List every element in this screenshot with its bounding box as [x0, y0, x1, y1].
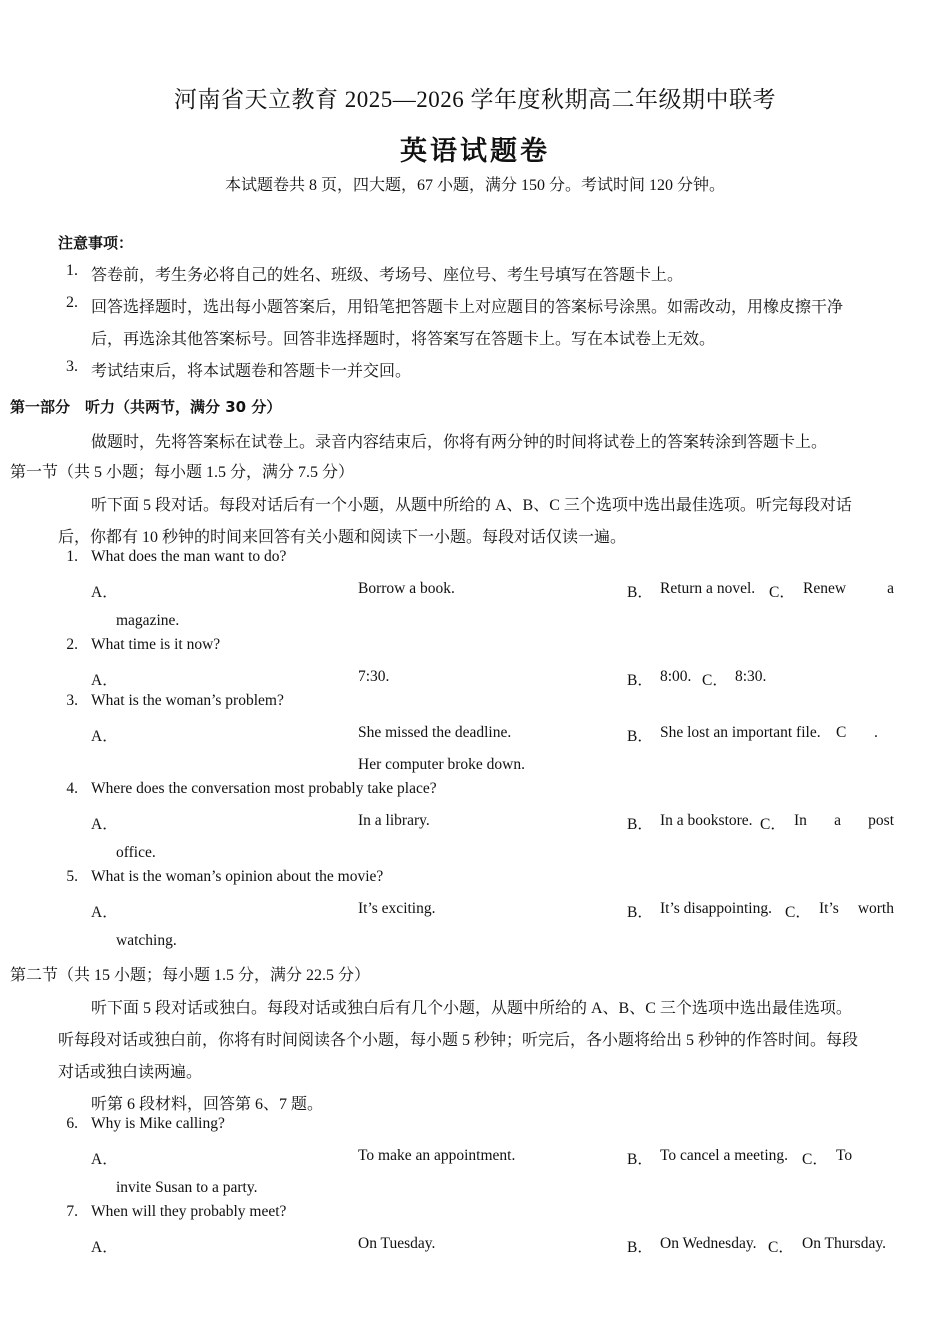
option-c-label: C． [768, 1239, 794, 1256]
option-b-text: To cancel a meeting. [660, 1147, 789, 1164]
option-c-text-cont: office. [116, 844, 156, 861]
option-c-text: In a post [794, 812, 894, 829]
notice-item-text: 回答选择题时，选出每小题答案后，用铅笔把答题卡上对应题目的答案标号涂黑。如需改动，用橡皮擦干净 [91, 299, 844, 316]
question-number: 2. [66, 636, 78, 653]
exam-subtitle: 英语试题卷 [400, 136, 550, 167]
option-c-text-cont: watching. [116, 932, 177, 949]
option-b-label: B． [627, 904, 653, 921]
option-b-label: B． [627, 1239, 653, 1256]
option-b-text: Return a novel. [660, 580, 756, 597]
option-b-text: In a bookstore. [660, 812, 753, 829]
question-number: 7. [66, 1203, 78, 1220]
option-a-text: It’s exciting. [358, 900, 436, 917]
option-c-label: C． [785, 904, 811, 921]
option-a-text: She missed the deadline. [358, 724, 512, 741]
notice-item-text: 答卷前，考生务必将自己的姓名、班级、考场号、座位号、考生号填写在答题卡上。 [91, 267, 684, 284]
option-b-label: B． [627, 816, 653, 833]
question-stem: What is the woman’s problem? [91, 692, 284, 709]
exam-info: 本试题卷共 8 页，四大题，67 小题，满分 150 分。考试时间 120 分钟。 [224, 177, 725, 194]
question-number: 1. [66, 548, 78, 565]
option-b-text: On Wednesday. [660, 1235, 757, 1252]
section1-instruction: 听下面 5 段对话。每段对话后有一个小题，从题中所给的 A、B、C 三个选项中选出最佳选项。听完每段对话 [91, 497, 852, 514]
option-c-text: 8:30. [735, 668, 767, 685]
question-number: 3. [66, 692, 78, 709]
question-stem: Where does the conversation most probably take place? [91, 780, 437, 797]
part1-heading: 第一部分 听力（共两节，满分 30 分） [10, 398, 282, 416]
option-a-label: A． [91, 672, 118, 689]
section2-instruction: 对话或独白读两遍。 [58, 1064, 203, 1081]
option-c-text-cont: Her computer broke down. [358, 756, 526, 773]
notice-heading: 注意事项： [58, 234, 134, 252]
option-b-label: B． [627, 728, 653, 745]
question-number: 4. [66, 780, 78, 797]
section2-heading: 第二节（共 15 小题；每小题 1.5 分，满分 22.5 分） [10, 967, 371, 984]
option-a-text: To make an appointment. [358, 1147, 516, 1164]
option-a-label: A． [91, 728, 118, 745]
section1-heading: 第一节（共 5 小题；每小题 1.5 分，满分 7.5 分） [10, 464, 355, 481]
option-a-text: 7:30. [358, 668, 390, 685]
option-c-label: C． [702, 672, 728, 689]
question-stem: What does the man want to do? [91, 548, 287, 565]
notice-item-number: 1. [66, 262, 78, 279]
option-a-text: On Tuesday. [358, 1235, 436, 1252]
option-c-text: Renew a [803, 580, 894, 597]
option-c-text-cont: invite Susan to a party. [116, 1179, 258, 1196]
option-a-label: A． [91, 1151, 118, 1168]
option-a-label: A． [91, 1239, 118, 1256]
option-c-label: C． [769, 584, 795, 601]
part1-instruction: 做题时，先将答案标在试卷上。录音内容结束后，你将有两分钟的时间将试卷上的答案转涂到答题卡上。 [91, 434, 828, 451]
section2-instruction: 听每段对话或独白前，你将有时间阅读各个小题，每小题 5 秒钟；听完后，各小题将给出 5 秒钟的作答时间。每段 [58, 1032, 859, 1049]
notice-item-text-cont: 后，再选涂其他答案标号。回答非选择题时，将答案写在答题卡上。写在本试卷上无效。 [91, 331, 716, 348]
question-stem: When will they probably meet? [91, 1203, 287, 1220]
section2-sub-instruction: 听第 6 段材料，回答第 6、7 题。 [91, 1096, 324, 1113]
option-c-label: C [836, 724, 847, 741]
option-b-label: B． [627, 584, 653, 601]
option-c-label: C． [802, 1151, 828, 1168]
option-b-text: She lost an important file. [660, 724, 821, 741]
option-c-text: To [836, 1147, 853, 1164]
option-a-text: In a library. [358, 812, 430, 829]
section1-instruction: 后，你都有 10 秒钟的时间来回答有关小题和阅读下一小题。每段对话仅读一遍。 [58, 529, 627, 546]
option-a-label: A． [91, 816, 118, 833]
exam-title: 河南省天立教育 2025—2026 学年度秋期高二年级期中联考 [174, 87, 776, 112]
question-number: 5. [66, 868, 78, 885]
question-stem: What is the woman’s opinion about the movie? [91, 868, 384, 885]
section2-instruction: 听下面 5 段对话或独白。每段对话或独白后有几个小题，从题中所给的 A、B、C 三个选项中选出最佳选项。 [91, 1000, 852, 1017]
option-c-text: It’s worth [819, 900, 894, 917]
option-a-label: A． [91, 904, 118, 921]
notice-item-number: 3. [66, 358, 78, 375]
option-c-label: C． [760, 816, 786, 833]
option-c-text: On Thursday. [802, 1235, 886, 1252]
option-a-text: Borrow a book. [358, 580, 455, 597]
option-b-label: B． [627, 1151, 653, 1168]
option-c-text-cont: magazine. [116, 612, 180, 629]
notice-item-text: 考试结束后，将本试题卷和答题卡一并交回。 [91, 363, 412, 380]
option-b-text: It’s disappointing. [660, 900, 772, 917]
option-b-text: 8:00. [660, 668, 692, 685]
question-stem: Why is Mike calling? [91, 1115, 225, 1132]
question-number: 6. [66, 1115, 78, 1132]
option-a-label: A． [91, 584, 118, 601]
option-b-label: B． [627, 672, 653, 689]
question-stem: What time is it now? [91, 636, 221, 653]
option-c-dot: . [874, 724, 878, 741]
notice-item-number: 2. [66, 294, 78, 311]
